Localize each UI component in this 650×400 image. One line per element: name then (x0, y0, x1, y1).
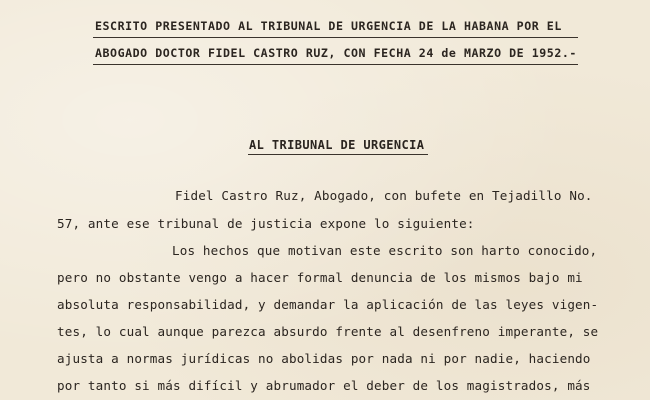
subheading-underline (248, 154, 428, 155)
heading-underline-2 (93, 64, 578, 65)
document-subheading: AL TRIBUNAL DE URGENCIA (249, 138, 425, 152)
body-line-6: tes, lo cual aunque parezca absurdo frente al desenfreno imperante, se (57, 324, 599, 339)
body-line-1: Fidel Castro Ruz, Abogado, con bufete en Tejadillo No. (175, 188, 593, 203)
document-heading-line-2: ABOGADO DOCTOR FIDEL CASTRO RUZ, CON FECHA 24 de MARZO DE 1952.- (95, 46, 577, 60)
body-line-2: 57, ante ese tribunal de justicia expone lo siguiente: (57, 216, 475, 231)
body-line-5: absoluta responsabilidad, y demandar la aplicación de las leyes vigen- (57, 297, 599, 312)
document-heading-line-1: ESCRITO PRESENTADO AL TRIBUNAL DE URGENCIA DE LA HABANA POR EL (95, 19, 562, 33)
body-line-7: ajusta a normas jurídicas no abolidas por nada ni por nadie, haciendo (57, 351, 591, 366)
body-line-4: pero no obstante vengo a hacer formal denuncia de los mismos bajo mi (57, 270, 583, 285)
heading-underline-1 (93, 37, 578, 38)
body-line-3: Los hechos que motivan este escrito son harto conocido, (172, 243, 598, 258)
body-line-8: por tanto si más difícil y abrumador el deber de los magistrados, más (57, 378, 591, 393)
